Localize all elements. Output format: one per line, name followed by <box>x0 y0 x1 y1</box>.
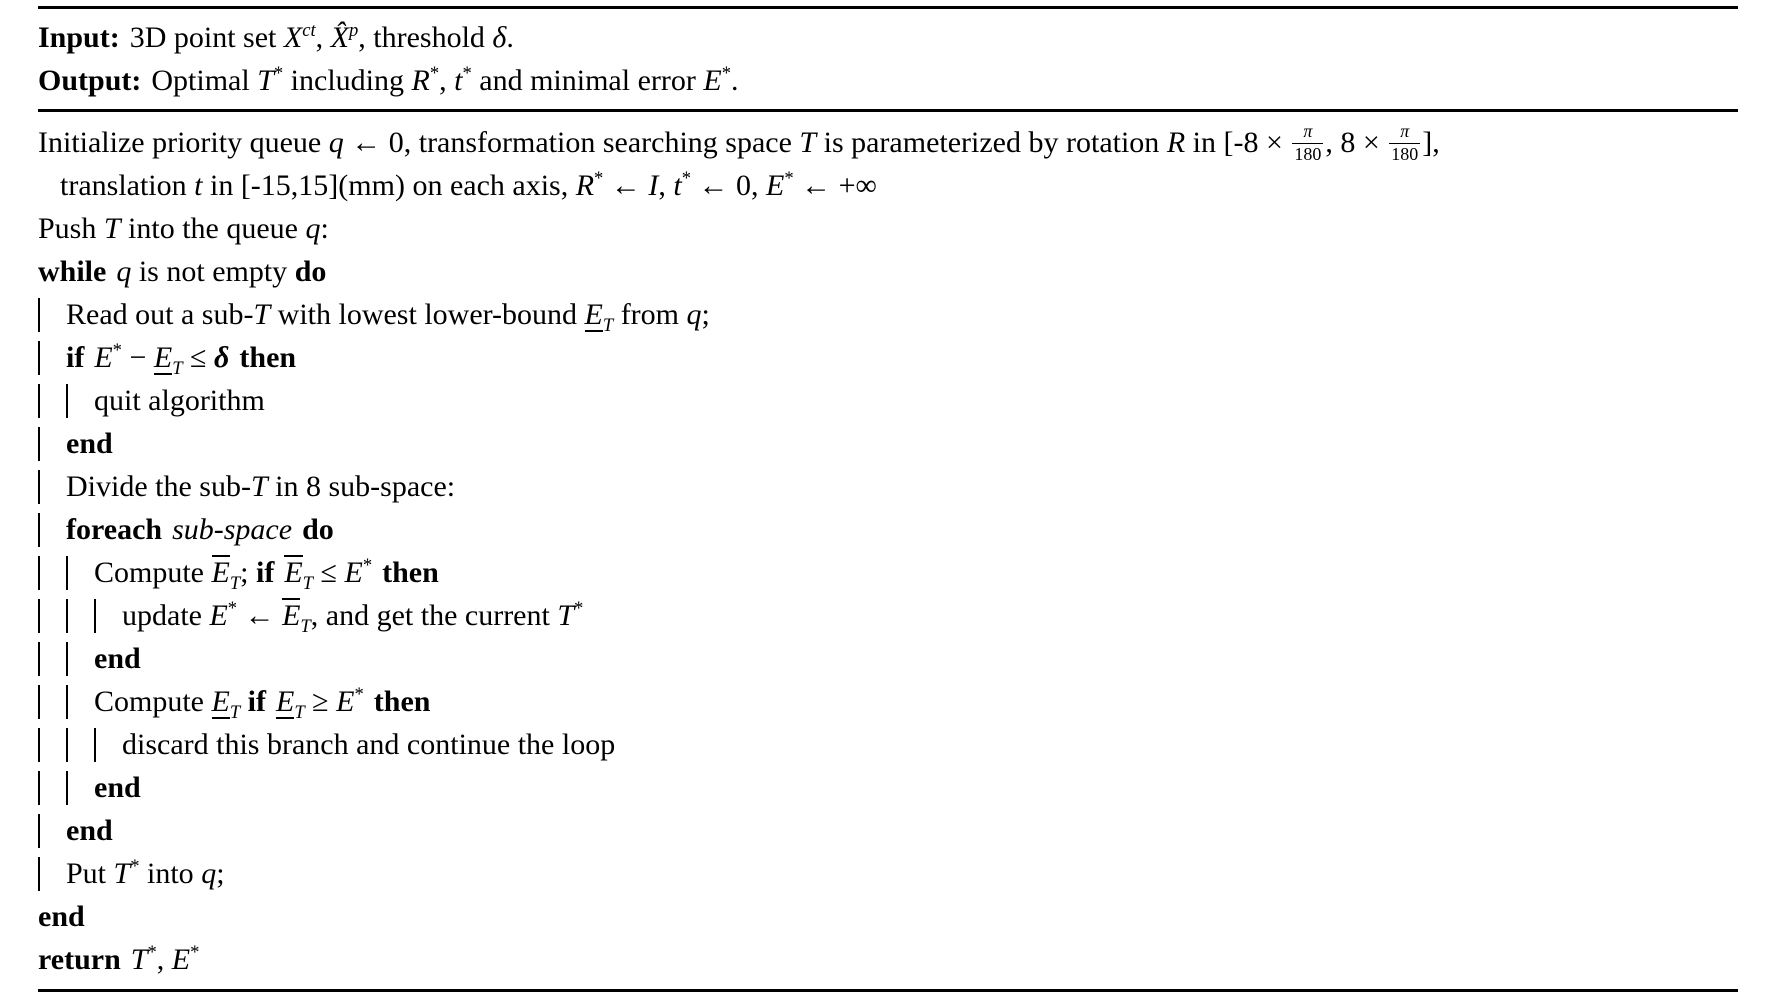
init2-var-t: t <box>194 169 203 202</box>
update-estar: E* <box>209 598 238 632</box>
indent-bar-if-upper <box>94 599 96 633</box>
line-discard <box>38 723 1738 766</box>
end-keyword: end <box>66 814 113 847</box>
input-label: Input: <box>38 21 120 54</box>
indent-bar-while <box>38 427 40 461</box>
indent-bar-while <box>38 771 40 805</box>
end-keyword: end <box>38 900 85 933</box>
push-text-a: Push <box>38 212 104 245</box>
output-text-b: including <box>283 64 412 97</box>
divide-var-T: T <box>250 470 268 503</box>
input-delta: δ <box>492 21 507 54</box>
indent-bar-while <box>38 384 40 418</box>
line-while <box>38 250 1738 293</box>
put-text-c: ; <box>216 857 225 890</box>
line-read-out <box>38 293 1738 336</box>
compute-upper-if-keyword: if <box>256 556 275 589</box>
output-text-a: Optimal <box>151 64 258 97</box>
read-text-d: ; <box>701 298 710 331</box>
divide-text-a: Divide the sub- <box>66 470 251 503</box>
indent-bar-while <box>38 642 40 676</box>
update-text-a: update <box>122 599 210 632</box>
push-var-q: q <box>305 212 321 245</box>
end-keyword: end <box>94 642 141 675</box>
foreach-do-keyword: do <box>302 513 334 546</box>
while-var-q: q <box>116 255 132 288</box>
indent-bar-while <box>38 513 40 547</box>
compute-lower-bound-ET-compare: $E_T$ <box>276 685 305 723</box>
algorithm-lines <box>38 112 1738 985</box>
compute-lower-then-keyword: then <box>373 685 431 718</box>
line-end-if-terminate <box>38 422 1738 465</box>
line-end-foreach <box>38 809 1738 852</box>
while-text: is not empty <box>131 255 295 288</box>
output-text-d: and minimal error <box>471 64 704 97</box>
init-text-d: in [-8 × <box>1185 126 1291 159</box>
indent-bar-foreach <box>66 771 68 805</box>
put-tstar: T* <box>113 856 140 890</box>
init2-var-rstar: R* <box>575 168 604 202</box>
input-text-a: 3D point set <box>129 21 284 54</box>
compute-upper-semicolon: ; <box>240 556 257 589</box>
init-var-T: T <box>799 126 817 159</box>
put-text-b: into <box>139 857 202 890</box>
end-keyword: end <box>66 427 113 460</box>
indent-bar-while <box>38 814 40 848</box>
if-keyword: if <box>66 341 85 374</box>
init-text-f: ], <box>1422 126 1440 159</box>
output-var-e: E* <box>703 63 731 97</box>
output-label: Output: <box>38 64 142 97</box>
output-var-t2: t* <box>454 63 472 97</box>
init-text-a: Initialize priority queue <box>38 126 329 159</box>
foreach-keyword: foreach <box>66 513 163 546</box>
compute-upper-then-keyword: then <box>382 556 439 589</box>
compute-lower-bound-ET: $E_T$ <box>211 685 241 723</box>
indent-bar-while <box>38 298 40 332</box>
line-foreach <box>38 508 1738 551</box>
init2-text-f: ← +∞ <box>793 169 877 202</box>
return-tstar: T* <box>130 942 157 976</box>
indent-bar-while <box>38 857 40 891</box>
init2-text-a: translation <box>60 169 195 202</box>
indent-bar-foreach <box>66 685 68 719</box>
update-text-b: , and get the current <box>310 599 558 632</box>
init-text-c: is parameterized by rotation <box>816 126 1167 159</box>
line-compute-upper <box>38 551 1738 594</box>
compute-lower-space <box>240 685 248 718</box>
line-initialize-1 <box>38 121 1738 164</box>
push-text-b: into the queue <box>120 212 306 245</box>
output-var-r: R* <box>411 63 440 97</box>
update-arrow: ← <box>237 599 283 632</box>
divide-text-b: in 8 sub-space: <box>267 470 456 503</box>
fraction-pi-180-second: $\frac{\pi}{180}$ <box>1391 121 1419 164</box>
line-push <box>38 207 1738 250</box>
line-end-while <box>38 895 1738 938</box>
indent-bar-if <box>66 384 68 418</box>
line-put <box>38 852 1738 895</box>
if-var-estar: E* <box>94 340 122 374</box>
init-var-R: R <box>1166 126 1186 159</box>
indent-bar-foreach <box>66 599 68 633</box>
indent-bar-if-lower <box>94 728 96 762</box>
line-compute-lower <box>38 680 1738 723</box>
compute-lower-geq: ≥ <box>304 685 337 718</box>
line-divide <box>38 465 1738 508</box>
if-minus: − <box>121 341 154 374</box>
init-text-b: ← 0, transformation searching space <box>343 126 800 159</box>
line-quit <box>38 379 1738 422</box>
input-text-b: , threshold <box>358 21 493 54</box>
indent-bar-while <box>38 685 40 719</box>
if-leq: ≤ <box>182 341 215 374</box>
compute-lower-if-keyword: if <box>247 685 266 718</box>
read-text-b: with lowest lower-bound <box>270 298 585 331</box>
line-end-if-upper <box>38 637 1738 680</box>
output-text-c: , <box>439 64 455 97</box>
end-keyword: end <box>94 771 141 804</box>
compute-lower-text: Compute <box>94 685 212 718</box>
push-text-c: : <box>320 212 329 245</box>
input-var-xhat: X̂$^p$ <box>330 20 359 54</box>
init2-var-estar: E* <box>765 168 794 202</box>
read-text-c: from <box>613 298 687 331</box>
indent-bar-while <box>38 556 40 590</box>
input-period: . <box>506 21 514 54</box>
output-var-t: T* <box>257 63 284 97</box>
indent-bar-while <box>38 599 40 633</box>
input-comma: , <box>315 21 331 54</box>
while-keyword: while <box>38 255 107 288</box>
if-lower-bound-ET: $E_T$ <box>153 341 183 379</box>
update-upper-bound-ET: $E_T$ <box>282 599 311 637</box>
return-comma: , <box>156 943 172 976</box>
return-estar: E* <box>171 942 200 976</box>
init-text-e: , 8 × <box>1325 126 1388 159</box>
if-delta: δ <box>214 341 230 374</box>
init2-var-tstar: t* <box>673 168 691 202</box>
init2-var-I: I <box>648 169 659 202</box>
push-var-T: T <box>103 212 121 245</box>
while-do-keyword: do <box>294 255 327 288</box>
algorithm-body <box>38 0 1738 992</box>
indent-bar-while <box>38 470 40 504</box>
init2-text-d: , <box>658 169 674 202</box>
indent-bar-foreach <box>66 642 68 676</box>
read-var-T: T <box>253 298 271 331</box>
indent-bar-while <box>38 728 40 762</box>
update-tstar: T* <box>557 598 584 632</box>
line-end-if-lower <box>38 766 1738 809</box>
read-lower-bound-ET: $E_T$ <box>584 298 614 336</box>
indent-bar-foreach <box>66 728 68 762</box>
line-update <box>38 594 1738 637</box>
line-return <box>38 938 1738 981</box>
read-text-a: Read out a sub- <box>66 298 254 331</box>
compute-lower-estar: E* <box>336 684 364 718</box>
init2-text-b: in [-15,15](mm) on each axis, <box>202 169 576 202</box>
compute-upper-bound-ET-compare: $E_T$ <box>284 556 314 594</box>
put-text-a: Put <box>66 857 114 890</box>
output-period: . <box>730 64 739 97</box>
discard-text: discard this branch and continue the loop <box>122 728 616 761</box>
return-keyword: return <box>38 943 121 976</box>
io-block <box>38 9 1738 105</box>
output-line <box>38 59 1738 102</box>
init-var-q: q <box>328 126 344 159</box>
line-initialize-2 <box>38 164 1738 207</box>
put-var-q: q <box>201 857 217 890</box>
input-var-xct: $X^{ct}$ <box>283 20 316 54</box>
indent-bar-foreach <box>66 556 68 590</box>
indent-bar-while <box>38 341 40 375</box>
line-if-terminate <box>38 336 1738 379</box>
compute-upper-text: Compute <box>94 556 212 589</box>
fraction-pi-180-first: $\frac{\pi}{180}$ <box>1294 121 1322 164</box>
init2-text-c: ← <box>603 169 649 202</box>
then-keyword: then <box>239 341 297 374</box>
compute-upper-bound-ET: $E_T$ <box>211 556 241 594</box>
foreach-subject: sub-space <box>172 513 293 546</box>
compute-upper-estar: E* <box>344 555 373 589</box>
input-line <box>38 16 1738 59</box>
read-var-q: q <box>686 298 702 331</box>
compute-upper-leq: ≤ <box>313 556 345 589</box>
quit-text: quit algorithm <box>94 384 265 417</box>
init2-text-e: ← 0, <box>690 169 766 202</box>
